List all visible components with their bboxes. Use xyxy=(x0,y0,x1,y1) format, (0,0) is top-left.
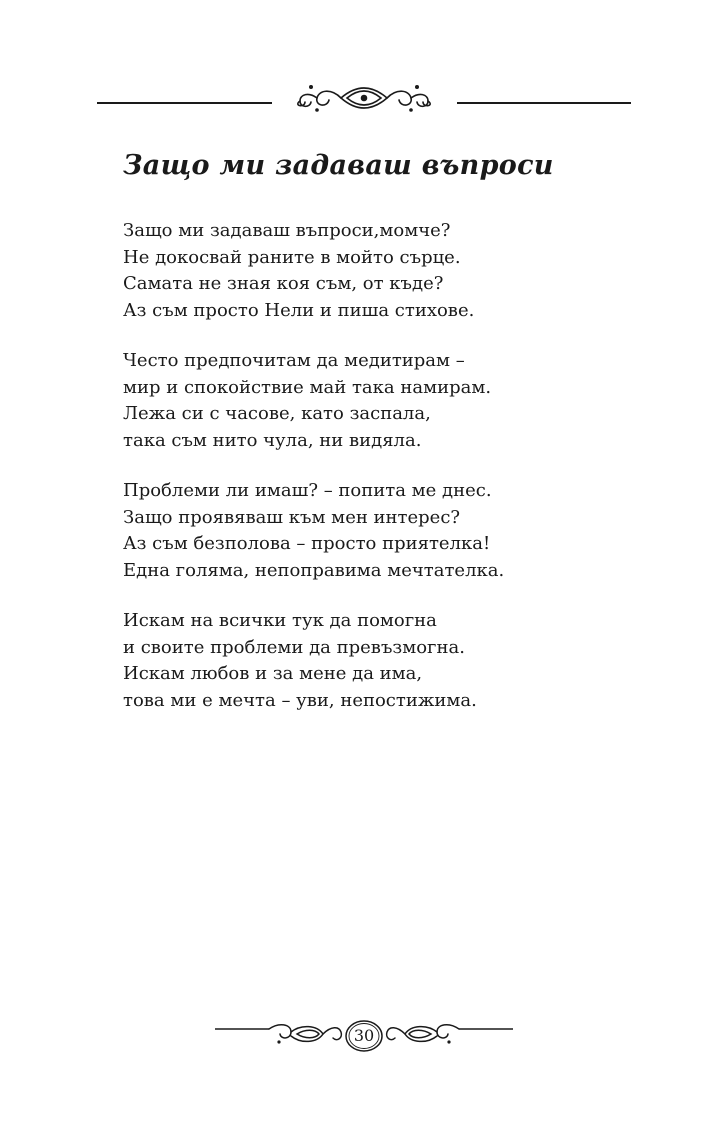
poem-line: Защо проявяваш към мен интерес? xyxy=(123,506,461,528)
stanza-2 xyxy=(123,348,683,454)
poem-line: Защо ми задаваш въпроси,момче? xyxy=(123,220,451,241)
poem-line: Самата не зная коя съм, от къде? xyxy=(123,273,444,294)
poem-line: Аз съм безполова – просто приятелка! xyxy=(123,533,491,554)
poem-body xyxy=(123,218,683,738)
poem-line: Една голяма, непоправима мечтателка. xyxy=(123,559,505,581)
poem-line: Искам любов и за мене да има, xyxy=(123,663,423,684)
poem-line: Аз съм просто Нели и пиша стихове. xyxy=(123,299,475,321)
poem-title: Защо ми задаваш въпроси xyxy=(123,150,554,181)
poem-line: това ми е мечта – уви, непостижима. xyxy=(123,689,477,711)
stanza-4 xyxy=(123,608,683,714)
poem-line: Проблеми ли имаш? – попита ме днес. xyxy=(123,480,492,501)
poem-line: Лежа си с часове, като заспала, xyxy=(123,403,431,424)
poem-line: Не докосвай раните в мойто сърце. xyxy=(123,246,461,268)
stanza-3 xyxy=(123,478,683,584)
page-number: 30 xyxy=(353,1026,375,1045)
poem-line: мир и спокойствие май така намирам. xyxy=(123,376,492,398)
stanza-1 xyxy=(123,218,683,324)
flourish-divider-icon xyxy=(95,76,635,126)
poem-line: така съм нито чула, ни видяла. xyxy=(123,429,422,451)
poem-line: и своите проблеми да превъзмогна. xyxy=(123,636,465,658)
poem-line: Често предпочитам да медитирам – xyxy=(123,350,465,371)
poem-line: Искам на всички тук да помогна xyxy=(123,610,437,631)
